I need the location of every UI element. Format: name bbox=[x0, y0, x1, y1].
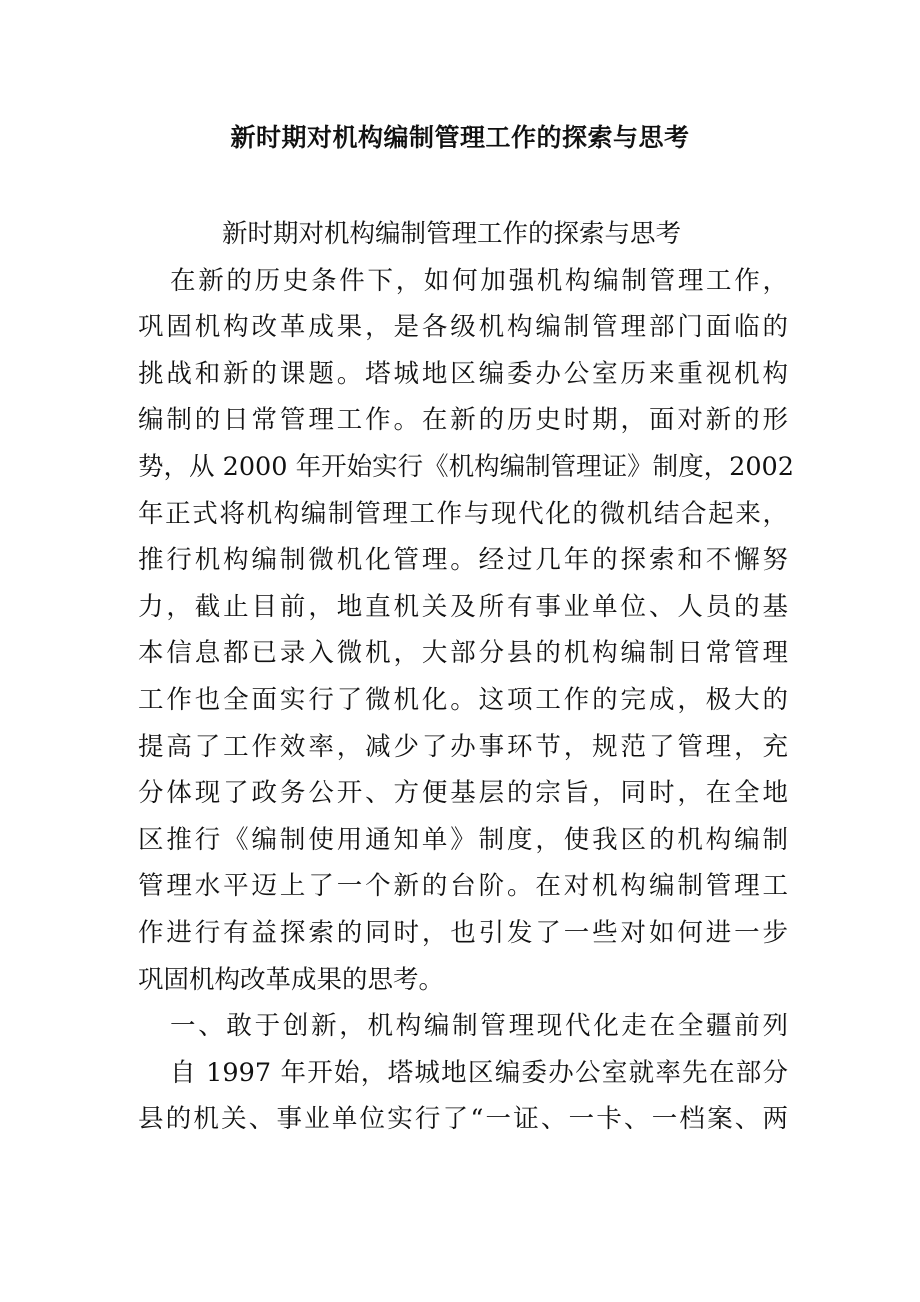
section-heading-line: 一、敢于创新，机构编制管理现代化走在全疆前列 bbox=[170, 1011, 788, 1042]
paragraph-line: 年正式将机构编制管理工作与现代化的微机结合起来， bbox=[138, 498, 788, 529]
paragraph-line: 区推行《编制使用通知单》制度，使我区的机构编制 bbox=[138, 824, 788, 855]
paragraph-line: 编制的日常管理工作。在新的历史时期，面对新的形 bbox=[138, 405, 788, 436]
paragraph-line: 自 1997 年开始，塔城地区编委办公室就率先在部分 bbox=[170, 1057, 788, 1088]
document-title: 新时期对机构编制管理工作的探索与思考 bbox=[230, 123, 690, 152]
paragraph-line: 巩固机构改革成果的思考。 bbox=[138, 964, 445, 995]
paragraph-line: 作进行有益探索的同时，也引发了一些对如何进一步 bbox=[138, 917, 788, 948]
paragraph-line: 本信息都已录入微机，大部分县的机构编制日常管理 bbox=[138, 638, 788, 669]
paragraph-line: 巩固机构改革成果，是各级机构编制管理部门面临的 bbox=[138, 312, 788, 343]
paragraph-line: 工作也全面实行了微机化。这项工作的完成，极大的 bbox=[138, 684, 788, 715]
paragraph-line: 提高了工作效率，减少了办事环节，规范了管理，充 bbox=[138, 731, 788, 762]
paragraph-line: 县的机关、事业单位实行了“一证、一卡、一档案、两 bbox=[138, 1104, 788, 1135]
document-body bbox=[138, 211, 795, 1143]
paragraph-line: 推行机构编制微机化管理。经过几年的探索和不懈努 bbox=[138, 545, 788, 576]
paragraph-line: 力，截止目前，地直机关及所有事业单位、人员的基 bbox=[138, 591, 788, 622]
paragraph-line: 分体现了政务公开、方便基层的宗旨，同时，在全地 bbox=[138, 778, 788, 809]
paragraph-line: 势，从 2000 年开始实行《机构编制管理证》制度，2002 bbox=[138, 451, 795, 482]
paragraph-line: 管理水平迈上了一个新的台阶。在对机构编制管理工 bbox=[138, 871, 788, 902]
body-subtitle-line: 新时期对机构编制管理工作的探索与思考 bbox=[222, 219, 682, 249]
paragraph-line: 挑战和新的课题。塔城地区编委办公室历来重视机构 bbox=[138, 358, 788, 389]
paragraph-line: 在新的历史条件下，如何加强机构编制管理工作， bbox=[170, 265, 788, 296]
